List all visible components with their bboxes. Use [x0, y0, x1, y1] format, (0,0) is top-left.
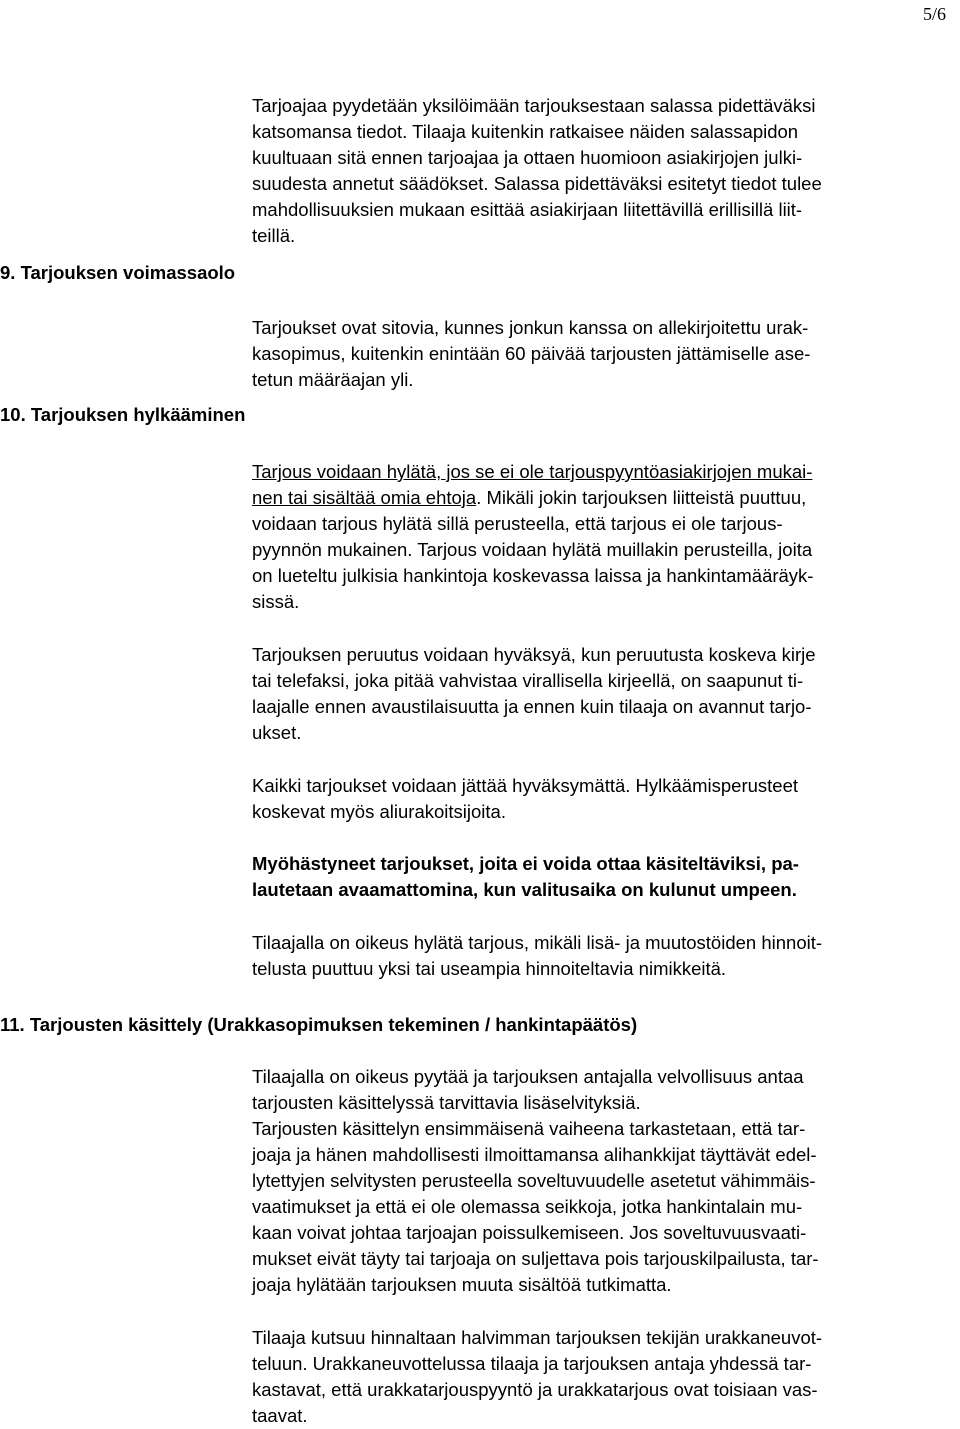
text-line: teillä. — [252, 225, 296, 246]
text-line: koskevat myös aliurakoitsijoita. — [252, 801, 506, 822]
text-line: sissä. — [252, 591, 300, 612]
text-line: vaatimukset ja että ei ole olemassa seikkoja, jotka hankintalain mu- — [252, 1196, 803, 1217]
text-line: suudesta annetut säädökset. Salassa pidettäväksi esitetyt tiedot tulee — [252, 173, 822, 194]
text-line: telusta puuttuu yksi tai useampia hinnoiteltavia nimikkeitä. — [252, 958, 727, 979]
text-line: Tarjoukset ovat sitovia, kunnes jonkun kanssa on allekirjoitettu urak- — [252, 317, 809, 338]
text-line: kuultuaan sitä ennen tarjoajaa ja ottaen huomioon asiakirjojen julki- — [252, 147, 803, 168]
text-line: taavat. — [252, 1405, 308, 1426]
text-span: . Mikäli jokin tarjouksen liitteistä puuttuu, — [476, 487, 807, 508]
paragraph-pricing-missing — [252, 930, 958, 982]
heading-section-10: 10. Tarjouksen hylkääminen — [0, 404, 246, 425]
paragraph-rejection-grounds — [252, 459, 958, 615]
text-line: Tilaajalla on oikeus hylätä tarjous, mikäli lisä- ja muutostöiden hinnoit- — [252, 932, 823, 953]
text-line: kaan voivat johtaa tarjoajan poissulkemiseen. Jos soveltuvuusvaati- — [252, 1222, 807, 1243]
text-line: on lueteltu julkisia hankintoja koskevassa laissa ja hankintamääräyk- — [252, 565, 814, 586]
text-line-bold: lautetaan avaamattomina, kun valitusaika on kulunut umpeen. — [252, 879, 797, 900]
text-line: Tarjousten käsittelyn ensimmäisenä vaiheena tarkastetaan, että tar- — [252, 1118, 806, 1139]
paragraph-contract-negotiation — [252, 1325, 958, 1429]
text-line: Tarjouksen peruutus voidaan hyväksyä, kun peruutusta koskeva kirje — [252, 644, 816, 665]
text-line: kasopimus, kuitenkin enintään 60 päivää tarjousten jättämiselle ase- — [252, 343, 811, 364]
text-line: katsomansa tiedot. Tilaaja kuitenkin ratkaisee näiden salassapidon — [252, 121, 799, 142]
text-line: joaja ja hänen mahdollisesti ilmoittamansa alihankkijat täyttävät edel- — [252, 1144, 817, 1165]
text-line: Tilaajalla on oikeus pyytää ja tarjouksen antajalla velvollisuus antaa — [252, 1066, 804, 1087]
text-line-underlined: Tarjous voidaan hylätä, jos se ei ole tarjouspyyntöasiakirjojen mukai- — [252, 461, 813, 482]
paragraph-reject-all — [252, 773, 958, 825]
text-line: Tarjoajaa pyydetään yksilöimään tarjouksestaan salassa pidettäväksi — [252, 95, 816, 116]
text-line-bold: Myöhästyneet tarjoukset, joita ei voida ottaa käsiteltäviksi, pa- — [252, 853, 799, 874]
text-line: Kaikki tarjoukset voidaan jättää hyväksymättä. Hylkäämisperusteet — [252, 775, 799, 796]
text-line: pyynnön mukainen. Tarjous voidaan hylätä muillakin perusteilla, joita — [252, 539, 813, 560]
paragraph-offer-processing — [252, 1064, 958, 1298]
text-line: mahdollisuuksien mukaan esittää asiakirjaan liitettävillä erillisillä liit- — [252, 199, 803, 220]
paragraph-confidential-info — [252, 93, 958, 249]
text-line: tarjousten käsittelyssä tarvittavia lisäselvityksiä. — [252, 1092, 641, 1113]
paragraph-withdrawal — [252, 642, 958, 746]
text-line: laajalle ennen avaustilaisuutta ja ennen kuin tilaaja on avannut tarjo- — [252, 696, 812, 717]
text-line: tetun määräajan yli. — [252, 369, 414, 390]
paragraph-offer-validity — [252, 315, 958, 393]
text-line: kastavat, että urakkatarjouspyyntö ja urakkatarjous ovat toisiaan vas- — [252, 1379, 818, 1400]
paragraph-late-offers — [252, 851, 958, 903]
text-line: voidaan tarjous hylätä sillä perusteella, että tarjous ei ole tarjous- — [252, 513, 783, 534]
text-line: joaja hylätään tarjouksen muuta sisältöä tutkimatta. — [252, 1274, 672, 1295]
text-line: teluun. Urakkaneuvottelussa tilaaja ja tarjouksen antaja yhdessä tar- — [252, 1353, 812, 1374]
page-number: 5/6 — [922, 4, 946, 24]
text-line: mukset eivät täyty tai tarjoaja on suljettava pois tarjouskilpailusta, tar- — [252, 1248, 819, 1269]
text-line: lytettyjen selvitysten perusteella soveltuvuudelle asetetut vähimmäis- — [252, 1170, 816, 1191]
text-line: tai telefaksi, joka pitää vahvistaa virallisella kirjeellä, on saapunut ti- — [252, 670, 804, 691]
text-line: ukset. — [252, 722, 302, 743]
heading-section-11: 11. Tarjousten käsittely (Urakkasopimuksen tekeminen / hankintapäätös) — [0, 1014, 638, 1035]
text-line: Tilaaja kutsuu hinnaltaan halvimman tarjouksen tekijän urakkaneuvot- — [252, 1327, 823, 1348]
underlined-text: nen tai sisältää omia ehtoja — [252, 487, 477, 508]
text-line — [252, 485, 958, 511]
heading-section-9: 9. Tarjouksen voimassaolo — [0, 262, 236, 283]
